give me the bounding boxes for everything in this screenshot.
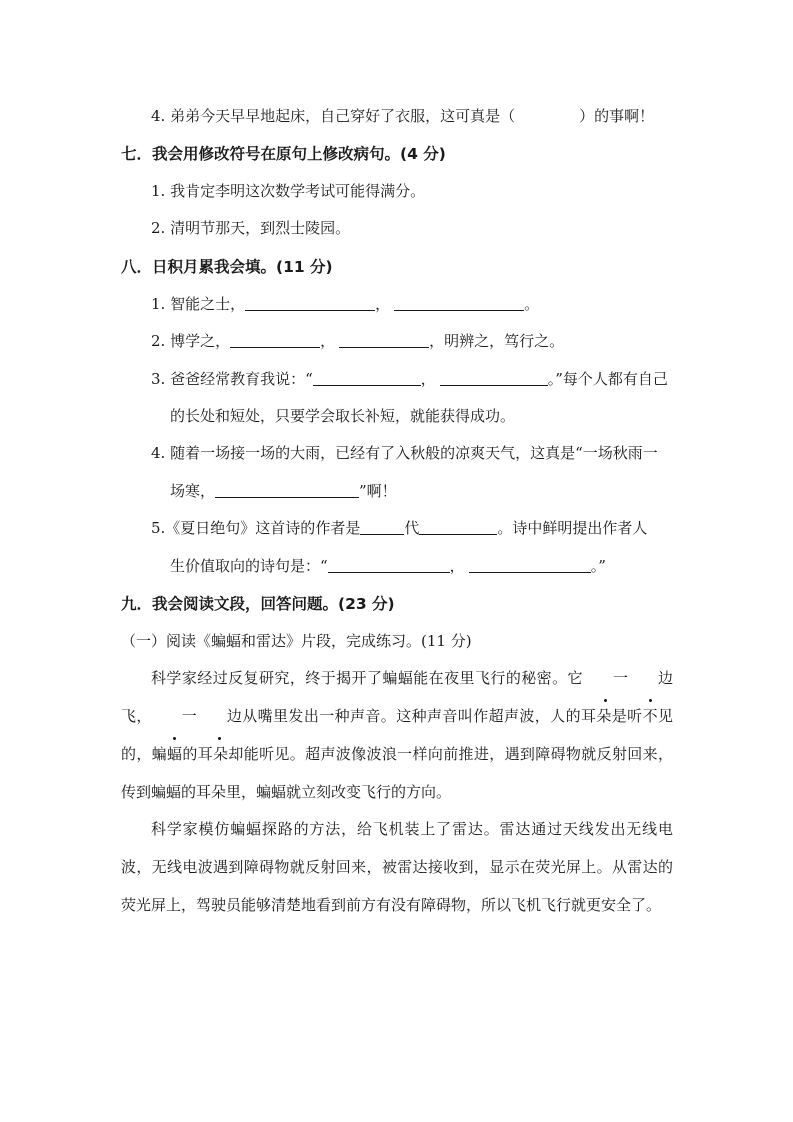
section-8-item-3: 3. 爸爸经常教育我说：“ ， 。”每个人都有自己 bbox=[151, 370, 668, 388]
answer-blank[interactable] bbox=[419, 520, 497, 535]
answer-blank[interactable] bbox=[328, 558, 450, 573]
emphasis-mark: 一 bbox=[583, 659, 628, 697]
section-8-item-1: 1. 智能之士， ， 。 bbox=[151, 295, 540, 313]
reading-paragraph-2: 科学家模仿蝙蝠探路的方法，给飞机装上了雷达。雷达通过天线发出无线电波，无线电波遇到障碍物就反射回来，被雷达接收到，显示在荧光屏上。从雷达的荧光屏上，驾驶员能够清楚地看到前方有没有障碍物，所以飞机飞行就更安全了。 bbox=[121, 820, 673, 914]
question-6-item-4: 4. 弟弟今天早早地起床，自己穿好了衣服，这可真是（ ）的事啊！ bbox=[151, 107, 655, 125]
section-9-heading: 九．我会阅读文段，回答问题。(23 分) bbox=[121, 595, 395, 613]
answer-blank[interactable] bbox=[360, 520, 404, 535]
section-8-item-2: 2. 博学之， ， ，明辨之，笃行之。 bbox=[151, 332, 565, 350]
reading-paragraph-1: 科学家经过反复研究，终于揭开了蝙蝠能在夜里飞行的秘密。它 一 边飞， 一 边从嘴里发出一种声音。这种声音叫作超声波，人的耳朵是听不见的，蝙蝠的耳朵却能听见。超声波像波浪一样向前推进，遇到障碍物就反射回来，传到蝙蝠的耳朵里，蝙蝠就立刻改变飞行的方向。 bbox=[121, 659, 673, 811]
emphasis-mark: 一 bbox=[152, 697, 197, 735]
answer-blank[interactable] bbox=[469, 558, 591, 573]
emphasis-mark: 边 bbox=[197, 697, 242, 735]
section-8-item-4-continued: 场寒， ”啊！ bbox=[170, 482, 397, 500]
section-8-item-4: 4. 随着一场接一场的大雨，已经有了入秋般的凉爽天气，这真是“一场秋雨一 bbox=[151, 444, 658, 462]
answer-blank[interactable] bbox=[339, 333, 429, 348]
section-8-heading: 八．日积月累我会填。(11 分) bbox=[121, 258, 333, 276]
answer-blank[interactable] bbox=[215, 483, 359, 498]
reading-subheading: （一）阅读《蝙蝠和雷达》片段，完成练习。(11 分) bbox=[121, 632, 472, 650]
answer-blank[interactable] bbox=[394, 296, 524, 311]
section-7-item-1[interactable]: 1. 我肯定李明这次数学考试可能得满分。 bbox=[151, 182, 426, 200]
emphasis-mark: 边 bbox=[628, 659, 673, 697]
section-8-item-5: 5.《夏日绝句》这首诗的作者是 代 。诗中鲜明提出作者人 bbox=[151, 519, 648, 537]
answer-blank[interactable] bbox=[440, 371, 548, 386]
section-7-item-2[interactable]: 2. 清明节那天，到烈士陵园。 bbox=[151, 219, 351, 237]
answer-blank[interactable] bbox=[313, 371, 421, 386]
section-8-item-3-continued: 的长处和短处，只要学会取长补短，就能获得成功。 bbox=[170, 407, 516, 425]
section-7-heading: 七．我会用修改符号在原句上修改病句。(4 分) bbox=[121, 145, 446, 163]
answer-blank[interactable] bbox=[245, 296, 375, 311]
answer-blank[interactable] bbox=[230, 333, 320, 348]
section-8-item-5-continued: 生价值取向的诗句是：“ ， 。” bbox=[170, 557, 606, 575]
